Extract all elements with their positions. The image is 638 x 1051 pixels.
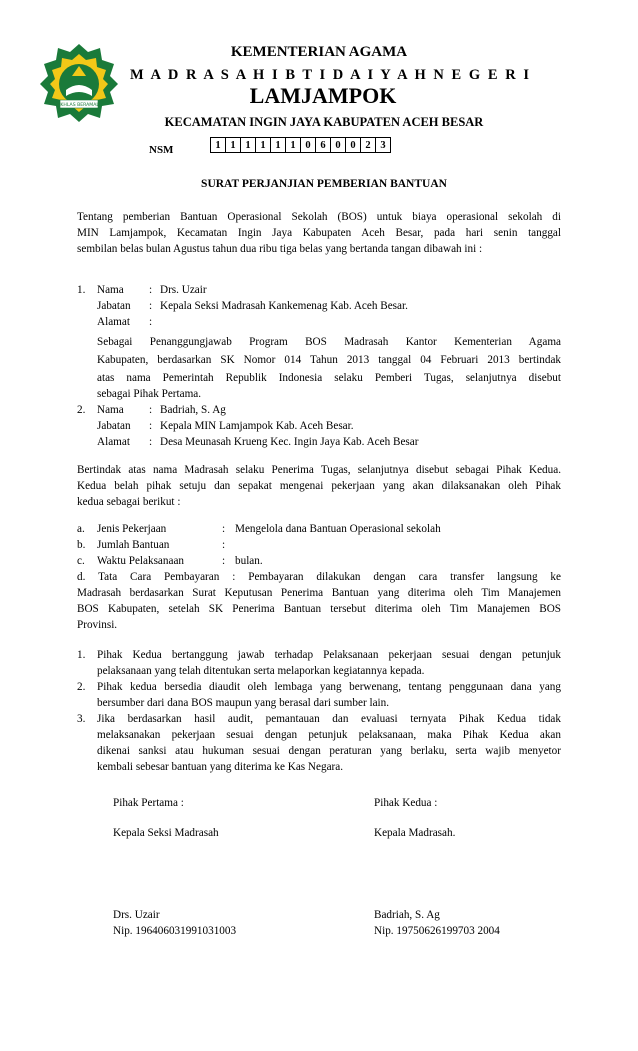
party2-alamat-value: Desa Meunasah Krueng Kec. Ingin Jaya Kab. Aceh Besar bbox=[160, 436, 419, 448]
term-number: 2. bbox=[77, 681, 86, 693]
colon: : bbox=[149, 404, 153, 416]
payment-line: Provinsi. bbox=[77, 619, 118, 631]
nsm-digit: 0 bbox=[331, 138, 346, 153]
detail-letter: b. bbox=[77, 539, 86, 551]
acting-line: Bertindak atas nama Madrasah selaku Penerima Tugas, selanjutnya disebut sebagai Pihak Kedua. bbox=[77, 464, 561, 476]
term-number: 3. bbox=[77, 713, 86, 725]
term-number: 1. bbox=[77, 649, 86, 661]
party1-desc-line: sebagai Pihak Pertama. bbox=[97, 388, 202, 400]
school-name: LAMJAMPOK bbox=[249, 83, 397, 108]
district-heading: KECAMATAN INGIN JAYA KABUPATEN ACEH BESAR bbox=[164, 115, 484, 129]
signature-left-role: Pihak Pertama : bbox=[113, 797, 184, 809]
party2-alamat-label: Alamat bbox=[97, 436, 130, 448]
term-line: Pihak kedua bersedia diaudit oleh lembaga yang berwenang, tentang penggunaan dana yang bbox=[97, 681, 561, 693]
detail-label: Waktu Pelaksanaan bbox=[97, 555, 185, 567]
acting-line: Kedua belah pihak setuju dan sepakat mengenai pekerjaan yang akan dilaksanakan oleh Pihak bbox=[77, 480, 561, 492]
party2-nama-value: Badriah, S. Ag bbox=[160, 404, 226, 416]
detail-letter: c. bbox=[77, 555, 85, 567]
payment-line: Madrasah berdasarkan Surat Keputusan Penerima Bantuan yang diterima oleh Tim Manajemen bbox=[77, 587, 561, 599]
logo-motto: IKHLAS BERAMAL bbox=[59, 103, 99, 108]
party2-jabatan-label: Jabatan bbox=[97, 420, 131, 432]
signature-right-position: Kepala Madrasah. bbox=[374, 827, 456, 839]
nsm-digit: 0 bbox=[346, 138, 361, 153]
colon: : bbox=[222, 539, 226, 551]
term-line: melaksanakan pekerjaan sesuai dengan petunjuk pelaksanaan, maka Pihak Kedua akan bbox=[97, 729, 561, 741]
party2-number: 2. bbox=[77, 404, 86, 416]
nsm-digit: 1 bbox=[271, 138, 286, 153]
detail-label: Jumlah Bantuan bbox=[97, 539, 170, 551]
nsm-label: NSM bbox=[149, 144, 174, 156]
signature-right-name: Badriah, S. Ag bbox=[374, 909, 440, 921]
signature-right-role: Pihak Kedua : bbox=[374, 797, 438, 809]
term-line: Jika berdasarkan hasil audit, pemantauan dan evaluasi ternyata Pihak Kedua tidak bbox=[97, 713, 561, 725]
detail-letter: a. bbox=[77, 523, 85, 535]
term-line: bersumber dari dana BOS maupun yang berasal dari sumber lain. bbox=[97, 697, 390, 709]
party2-nama-label: Nama bbox=[97, 404, 124, 416]
term-line: pelaksanaan yang telah ditentukan serta melaporkan kegiatannya kepada. bbox=[97, 665, 425, 677]
signature-left-nip: Nip. 196406031991031003 bbox=[113, 925, 237, 937]
party1-number: 1. bbox=[77, 284, 86, 296]
detail-value: bulan. bbox=[235, 555, 263, 567]
payment-line: BOS Kabupaten, setelah SK Penerima Bantuan tersebut diterima oleh Tim Manajemen BOS bbox=[77, 603, 561, 615]
party1-nama-label: Nama bbox=[97, 284, 124, 296]
nsm-digit: 1 bbox=[211, 138, 226, 153]
party2-jabatan-value: Kepala MIN Lamjampok Kab. Aceh Besar. bbox=[160, 420, 354, 432]
party1-jabatan-value: Kepala Seksi Madrasah Kankemenag Kab. Aceh Besar. bbox=[160, 300, 408, 312]
colon: : bbox=[149, 284, 153, 296]
ministry-heading: KEMENTERIAN AGAMA bbox=[230, 44, 408, 60]
acting-line: kedua sebagai berikut : bbox=[77, 496, 181, 508]
colon: : bbox=[149, 420, 153, 432]
document-title: SURAT PERJANJIAN PEMBERIAN BANTUAN bbox=[201, 178, 447, 190]
nsm-digit: 3 bbox=[376, 138, 391, 153]
nsm-digit: 1 bbox=[226, 138, 241, 153]
party1-nama-value: Drs. Uzair bbox=[160, 284, 207, 296]
term-line: Pihak Kedua bertanggung jawab terhadap Pelaksanaan pekerjaan sesuai dengan petunjuk bbox=[97, 649, 561, 661]
payment-line: d. Tata Cara Pembayaran : Pembayaran dilakukan dengan cara transfer langsung ke bbox=[77, 571, 561, 583]
detail-label: Jenis Pekerjaan bbox=[97, 523, 167, 535]
colon: : bbox=[149, 316, 153, 328]
colon: : bbox=[222, 523, 226, 535]
colon: : bbox=[222, 555, 226, 567]
nsm-number-box bbox=[210, 137, 391, 153]
colon: : bbox=[149, 300, 153, 312]
signature-left-position: Kepala Seksi Madrasah bbox=[113, 827, 219, 839]
party1-desc-line: atas nama Pemerintah Republik Indonesia selaku Pemberi Tugas, selanjutnya disebut bbox=[97, 372, 561, 384]
signature-right-nip: Nip. 19750626199703 2004 bbox=[374, 925, 500, 937]
nsm-digit: 0 bbox=[301, 138, 316, 153]
term-line: kembali sebesar bantuan yang diterima ke Kas Negara. bbox=[97, 761, 344, 773]
party1-desc-line: Sebagai Penanggungjawab Program BOS Madrasah Kantor Kementerian Agama bbox=[97, 336, 561, 348]
term-line: dikenai sanksi atau hukuman sesuai dengan peraturan yang berlaku, serta wajib menyetor bbox=[97, 745, 561, 757]
nsm-digit: 2 bbox=[361, 138, 376, 153]
nsm-digit: 1 bbox=[241, 138, 256, 153]
intro-line: MIN Lamjampok, Kecamatan Ingin Jaya Kabupaten Aceh Besar, pada hari senin tanggal bbox=[77, 227, 561, 239]
intro-line: Tentang pemberian Bantuan Operasional Sekolah (BOS) untuk biaya operasional sekolah di bbox=[77, 211, 561, 223]
intro-line: sembilan belas bulan Agustus tahun dua ribu tiga belas yang bertanda tangan dibawah ini : bbox=[77, 243, 483, 255]
nsm-digit: 6 bbox=[316, 138, 331, 153]
colon: : bbox=[149, 436, 153, 448]
madrasah-heading: M A D R A S A H I B T I D A I Y A H N E G E R I bbox=[130, 67, 530, 83]
signature-left-name: Drs. Uzair bbox=[113, 909, 160, 921]
nsm-digit: 1 bbox=[286, 138, 301, 153]
party1-alamat-label: Alamat bbox=[97, 316, 130, 328]
party1-desc-line: Kabupaten, berdasarkan SK Nomor 014 Tahun 2013 tanggal 04 Februari 2013 bertindak bbox=[97, 354, 561, 366]
nsm-digit: 1 bbox=[256, 138, 271, 153]
party1-jabatan-label: Jabatan bbox=[97, 300, 131, 312]
detail-value: Mengelola dana Bantuan Operasional sekolah bbox=[235, 523, 441, 535]
